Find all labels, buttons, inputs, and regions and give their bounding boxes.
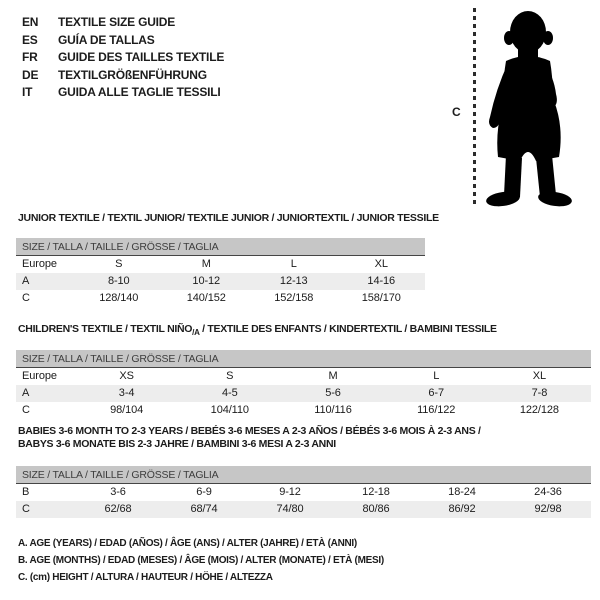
language-code: EN (22, 15, 39, 29)
size-value: 18-24 (448, 486, 476, 498)
language-row (22, 84, 224, 102)
language-title: GUÍA DE TALLAS (58, 32, 155, 47)
size-value: XL (374, 258, 388, 270)
childrens-table-rows (16, 368, 591, 419)
row-label: C (22, 292, 30, 304)
table-title-text: BABIES 3-6 MONTH TO 2-3 YEARS / BEBÉS 3-6 MESES A 2-3 AÑOS / BÉBÉS 3-6 MOIS À 2-3 ANS / (18, 425, 481, 437)
size-header-bar: SIZE / TALLA / TAILLE / GRÖSSE / TAGLIA (16, 466, 591, 484)
language-row (22, 67, 224, 85)
size-value: 158/170 (361, 292, 401, 304)
childrens-textile-section (16, 323, 591, 419)
table-row (16, 256, 425, 273)
junior-table-title (18, 212, 439, 225)
size-value: 74/80 (276, 503, 304, 515)
language-row (22, 32, 224, 50)
row-label: B (22, 486, 30, 498)
language-title: GUIDE DES TAILLES TEXTILE (58, 50, 225, 64)
size-value: 68/74 (190, 503, 218, 515)
junior-table-rows (16, 256, 425, 307)
size-value: 4-5 (222, 387, 238, 400)
size-value: 3-6 (110, 486, 126, 498)
table-row (16, 501, 591, 518)
size-value: 116/122 (417, 404, 456, 417)
size-value: 80/86 (362, 503, 390, 515)
size-value: 14-16 (367, 275, 396, 287)
size-value: M (328, 370, 338, 383)
table-row (16, 290, 425, 307)
junior-textile-section (16, 212, 439, 307)
footnote-line: C. (cm) HEIGHT / ALTURA / HAUTEUR / HÖHE / ALTEZZA (18, 572, 273, 583)
childrens-table-title (18, 323, 591, 339)
size-value: M (201, 258, 211, 270)
size-value: 9-12 (279, 486, 301, 498)
row-label: Europe (22, 258, 57, 270)
table-title-line2: BABYS 3-6 MONATE BIS 2-3 JAHRE / BAMBINI 3-6 MESI A 2-3 ANNI (18, 438, 336, 450)
size-value: 110/116 (314, 404, 352, 417)
size-value: 24-36 (534, 486, 562, 498)
size-value: 10-12 (192, 275, 221, 287)
language-code: ES (22, 32, 38, 47)
row-label: A (22, 275, 30, 287)
language-list (22, 14, 224, 102)
height-measure-line (473, 8, 476, 206)
height-measure-label: C (452, 105, 461, 119)
footnote-line: B. AGE (MONTHS) / EDAD (MESES) / ÂGE (MOIS) / ALTER (MONATE) / ETÀ (MESI) (18, 555, 384, 566)
footnote-line: A. AGE (YEARS) / EDAD (AÑOS) / ÂGE (ANS) / ALTER (JAHRE) / ETÀ (ANNI) (18, 538, 357, 549)
row-label: Europe (22, 370, 57, 383)
size-value: 122/128 (519, 404, 559, 417)
size-value: 3-4 (118, 387, 135, 400)
size-header-bar: SIZE / TALLA / TAILLE / GRÖSSE / TAGLIA (16, 350, 591, 368)
row-label: C (22, 503, 30, 515)
row-label: A (22, 387, 30, 400)
language-code: FR (22, 50, 38, 64)
language-title: TEXTILE SIZE GUIDE (58, 15, 176, 29)
size-value: 86/92 (448, 503, 476, 515)
size-value: 104/110 (210, 404, 249, 417)
language-title: TEXTILGRÖßENFÜHRUNG (58, 67, 207, 82)
size-value: 12-18 (362, 486, 390, 498)
size-value: 62/68 (104, 503, 132, 515)
size-value: 6-9 (196, 486, 212, 498)
size-value: 12-13 (279, 275, 308, 287)
babies-table-title (18, 425, 591, 451)
row-label: C (22, 404, 30, 417)
table-title-text: / TEXTILE DES ENFANTS / KINDERTEXTIL / BAMBINI TESSILE (199, 323, 497, 335)
size-value: L (433, 370, 440, 383)
size-value: 140/152 (186, 292, 226, 304)
size-value: 6-7 (428, 387, 445, 400)
table-row (16, 368, 591, 385)
toddler-silhouette-icon (482, 9, 576, 209)
size-value: 92/98 (534, 503, 562, 515)
language-title: GUIDA ALLE TAGLIE TESSILI (58, 85, 221, 99)
size-value: 8-10 (107, 275, 130, 287)
size-value: 5-6 (325, 387, 341, 400)
size-value: 7-8 (531, 387, 548, 400)
size-value: L (290, 258, 297, 270)
table-row (16, 385, 591, 402)
size-value: S (115, 258, 123, 270)
table-row (16, 273, 425, 290)
size-value: XS (119, 370, 134, 383)
size-value: 98/104 (110, 404, 144, 417)
babies-table-rows (16, 484, 591, 518)
size-value: 128/140 (99, 292, 139, 304)
language-code: IT (22, 85, 33, 99)
language-row (22, 14, 224, 32)
table-title-text: JUNIOR TEXTILE / TEXTIL JUNIOR/ TEXTILE JUNIOR / JUNIORTEXTIL / JUNIOR TESSILE (18, 212, 439, 224)
babies-textile-section (16, 425, 591, 518)
table-row (16, 484, 591, 501)
size-value: 152/158 (274, 292, 314, 304)
size-header-bar: SIZE / TALLA / TAILLE / GRÖSSE / TAGLIA (16, 238, 425, 256)
table-title-text: CHILDREN'S TEXTILE / TEXTIL NIÑO (18, 323, 193, 335)
language-code: DE (22, 67, 39, 82)
table-row (16, 402, 591, 419)
language-row (22, 49, 224, 67)
size-value: S (226, 370, 234, 383)
size-value: XL (532, 370, 547, 383)
footnote-legend (18, 535, 384, 586)
table-title-subscript: /A (192, 328, 200, 338)
